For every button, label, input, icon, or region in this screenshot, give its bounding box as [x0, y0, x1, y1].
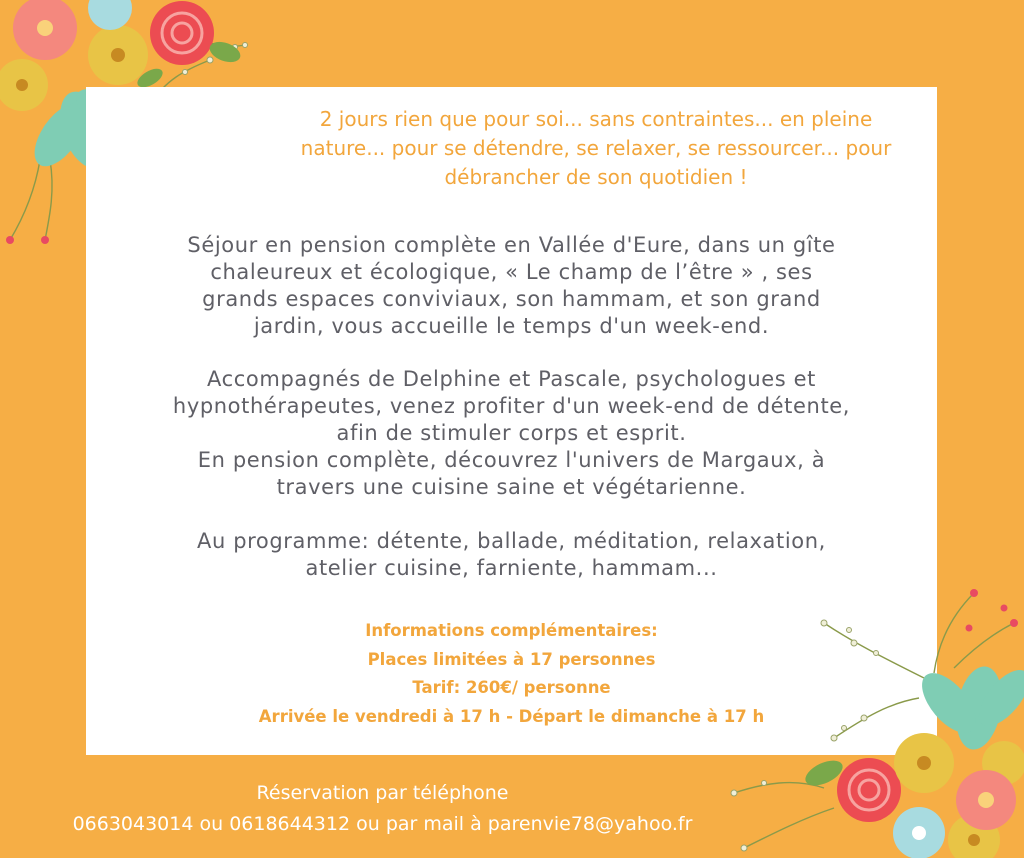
- contact-info: 0663043014 ou 0618644312 ou par mail à parenvie78@yahoo.fr: [72, 813, 693, 835]
- description-line: grands espaces conviviaux, son hammam, et son grand: [202, 287, 821, 311]
- reservation-label: Réservation par téléphone: [256, 782, 509, 804]
- intro-text: [276, 105, 916, 192]
- info-heading: Informations complémentaires:: [365, 621, 658, 640]
- description-line: Accompagnés de Delphine et Pascale, psychologues et: [207, 367, 816, 391]
- intro-line: débrancher de son quotidien !: [444, 165, 748, 189]
- description-line: jardin, vous accueille le temps d'un week-end.: [253, 314, 770, 338]
- description-line: afin de stimuler corps et esprit.: [336, 421, 687, 445]
- floral-decoration-bottom-right: [704, 578, 1024, 858]
- intro-line: 2 jours rien que pour soi... sans contraintes... en pleine: [319, 107, 873, 131]
- description-line: travers une cuisine saine et végétarienne.: [276, 475, 747, 499]
- description-line: Séjour en pension complète en Vallée d'Eure, dans un gîte: [187, 233, 836, 257]
- description-line: atelier cuisine, farniente, hammam...: [305, 556, 718, 580]
- description-line: Au programme: détente, ballade, méditation, relaxation,: [197, 529, 826, 553]
- info-horaires: Arrivée le vendredi à 17 h - Départ le dimanche à 17 h: [258, 706, 765, 726]
- description-line: En pension complète, découvrez l'univers de Margaux, à: [197, 448, 826, 472]
- description-line: hypnothérapeutes, venez profiter d'un week-end de détente,: [172, 394, 851, 418]
- reservation-footer: [40, 778, 725, 840]
- description-line: chaleureux et écologique, « Le champ de l’être » , ses: [210, 260, 813, 284]
- info-tarif: Tarif: 260€/ personne: [412, 678, 611, 697]
- intro-line: nature... pour se détendre, se relaxer, se ressourcer... pour: [300, 136, 892, 160]
- info-places: Places limitées à 17 personnes: [367, 649, 656, 669]
- description: [106, 232, 917, 582]
